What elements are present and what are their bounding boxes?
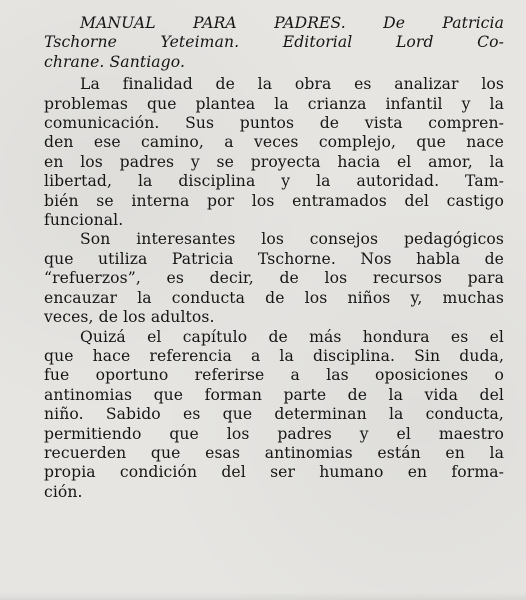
paragraph-line: funcional. [44,211,124,230]
citation-line: Tschorne Yeteiman. Editorial Lord Co- [44,33,504,52]
book-citation [44,14,504,72]
paragraph-line: que utiliza Patricia Tschorne. Nos habla de [44,249,504,268]
paragraph-line: bién se interna por los entramados del castigo [44,191,504,210]
paragraph-line: en los padres y se proyecta hacia el amor, la [44,152,504,171]
paragraph-line: niño. Sabido es que determinan la conducta, [44,405,504,424]
paragraph-line: ción. [44,482,83,501]
paragraph-line: recuerden que esas antinomias están en la [44,443,504,462]
paper-edge [0,592,526,600]
paragraph-line: Son interesantes los consejos pedagógicos [80,230,504,249]
review-paragraph-3 [44,328,504,503]
paragraph-line: encauzar la conducta de los niños y, muchas [44,288,504,307]
paragraph-line: “refuerzos”, es decir, de los recursos para [44,269,504,288]
paragraph-line: antinomias que forman parte de la vida del [44,385,504,404]
paragraph-line: Quizá el capítulo de más hondura es el [80,327,504,346]
paragraph-line: problemas que plantea la crianza infantil y la [44,94,504,113]
paragraph-line: propia condición del ser humano en forma- [44,463,504,482]
paragraph-line: comunicación. Sus puntos de vista compren- [44,114,504,133]
paragraph-line: veces, de los adultos. [44,308,215,327]
review-paragraph-2 [44,230,504,327]
paragraph-line: permitiendo que los padres y el maestro [44,424,504,443]
citation-line: chrane. Santiago. [44,52,186,71]
paragraph-line: libertad, la disciplina y la autoridad. Tam- [44,172,504,191]
paragraph-line: fue oportuno referirse a las oposiciones o [44,366,504,385]
paragraph-line: den ese camino, a veces complejo, que nace [44,133,504,152]
paragraph-line: que hace referencia a la disciplina. Sin duda, [44,346,504,365]
review-paragraph-1 [44,75,504,230]
citation-line: MANUAL PARA PADRES. De Patricia [80,14,504,32]
paragraph-line: La finalidad de la obra es analizar los [80,75,504,94]
